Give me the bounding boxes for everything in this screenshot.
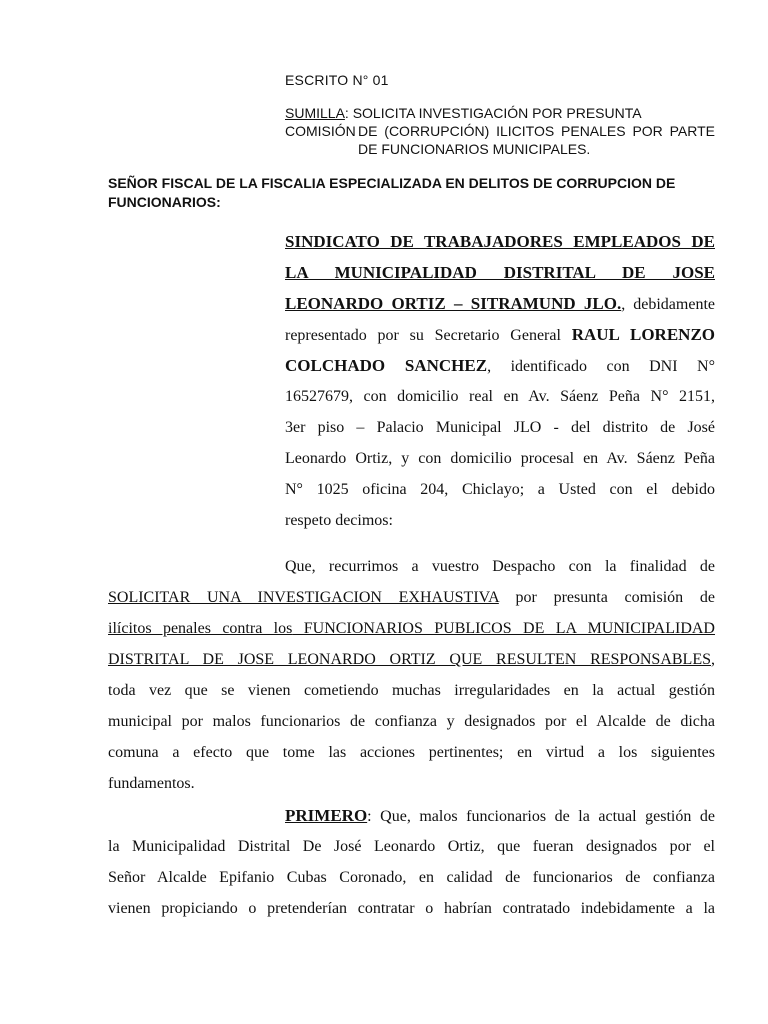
intro-line <box>285 319 715 350</box>
intro-line <box>285 226 715 257</box>
body-line: vienen propiciando o pretenderían contratar o habrían contratado indebidamente a la <box>108 900 715 917</box>
intro-text: , debidamente <box>621 296 715 313</box>
body-line: toda vez que se vienen cometiendo muchas irregularidades en la actual gestión <box>108 682 715 699</box>
intro-line <box>285 288 715 319</box>
body-line <box>108 613 715 644</box>
primero-paragraph <box>108 800 715 924</box>
body-line: municipal por malos funcionarios de confianza y designados por el Alcalde de dicha <box>108 713 715 730</box>
body-line <box>108 582 715 613</box>
request-underlined: ilícitos penales contra los <box>108 620 293 637</box>
escrito-number: ESCRITO N° 01 <box>285 72 389 88</box>
officials-underlined: DISTRITAL DE JOSE LEONARDO ORTIZ QUE RESULTEN RESPONSABLES <box>108 651 711 668</box>
body-line <box>108 644 715 675</box>
union-name-part-2: LA MUNICIPALIDAD DISTRITAL DE JOSE <box>285 263 715 282</box>
body-line: comuna a efecto que tome las acciones pertinentes; en virtud a los siguientes <box>108 744 715 761</box>
body-line <box>108 800 715 831</box>
body-line: Señor Alcalde Epifanio Cubas Coronado, en calidad de funcionarios de confianza <box>108 869 715 886</box>
intro-text: representado por su Secretario General <box>285 327 572 344</box>
secretary-name-part-2: COLCHADO SANCHEZ <box>285 356 488 375</box>
sumilla-continuation <box>358 122 715 158</box>
intro-line <box>285 350 715 381</box>
sumilla-line-3: DE FUNCIONARIOS MUNICIPALES. <box>358 141 591 157</box>
intro-line: Leonardo Ortiz, y con domicilio procesal en Av. Sáenz Peña <box>285 450 715 467</box>
primero-heading: PRIMERO <box>285 806 368 825</box>
officials-underlined: FUNCIONARIOS PUBLICOS DE LA MUNICIPALIDAD <box>292 620 715 637</box>
intro-line: respeto decimos: <box>285 512 393 529</box>
sumilla-label: SUMILLA <box>285 105 345 121</box>
sumilla-line-2: DE (CORRUPCIÓN) ILICITOS PENALES POR PARTE <box>358 123 715 139</box>
addressee-heading: SEÑOR FISCAL DE LA FISCALIA ESPECIALIZADA EN DELITOS DE CORRUPCION DE FUNCIONARIOS: <box>108 175 676 210</box>
body-text: por presunta comisión de <box>498 589 716 606</box>
request-paragraph <box>108 551 715 799</box>
intro-text: , identificado con DNI N° <box>487 358 715 375</box>
intro-line: N° 1025 oficina 204, Chiclayo; a Usted con el debido <box>285 481 715 498</box>
body-text: , <box>711 651 715 668</box>
request-underlined: SOLICITAR UNA INVESTIGACION EXHAUSTIVA <box>108 589 499 606</box>
union-name-part-3: LEONARDO ORTIZ – SITRAMUND JLO. <box>285 294 622 313</box>
sumilla-line-1: : SOLICITA INVESTIGACIÓN POR PRESUNTA COMISIÓN <box>285 105 641 139</box>
intro-paragraph <box>285 226 715 536</box>
body-text: : Que, malos funcionarios de la actual gestión de <box>367 808 715 825</box>
intro-line: 3er piso – Palacio Municipal JLO - del distrito de José <box>285 419 715 436</box>
body-line: fundamentos. <box>108 775 195 792</box>
intro-line: 16527679, con domicilio real en Av. Sáenz Peña N° 2151, <box>285 388 715 405</box>
body-line: Que, recurrimos a vuestro Despacho con la finalidad de <box>285 558 715 575</box>
union-name-part-1: SINDICATO DE TRABAJADORES EMPLEADOS DE <box>285 232 715 251</box>
intro-line <box>285 257 715 288</box>
secretary-name-part-1: RAUL LORENZO <box>571 325 716 344</box>
body-line: la Municipalidad Distrital De José Leonardo Ortiz, que fueran designados por el <box>108 838 715 855</box>
